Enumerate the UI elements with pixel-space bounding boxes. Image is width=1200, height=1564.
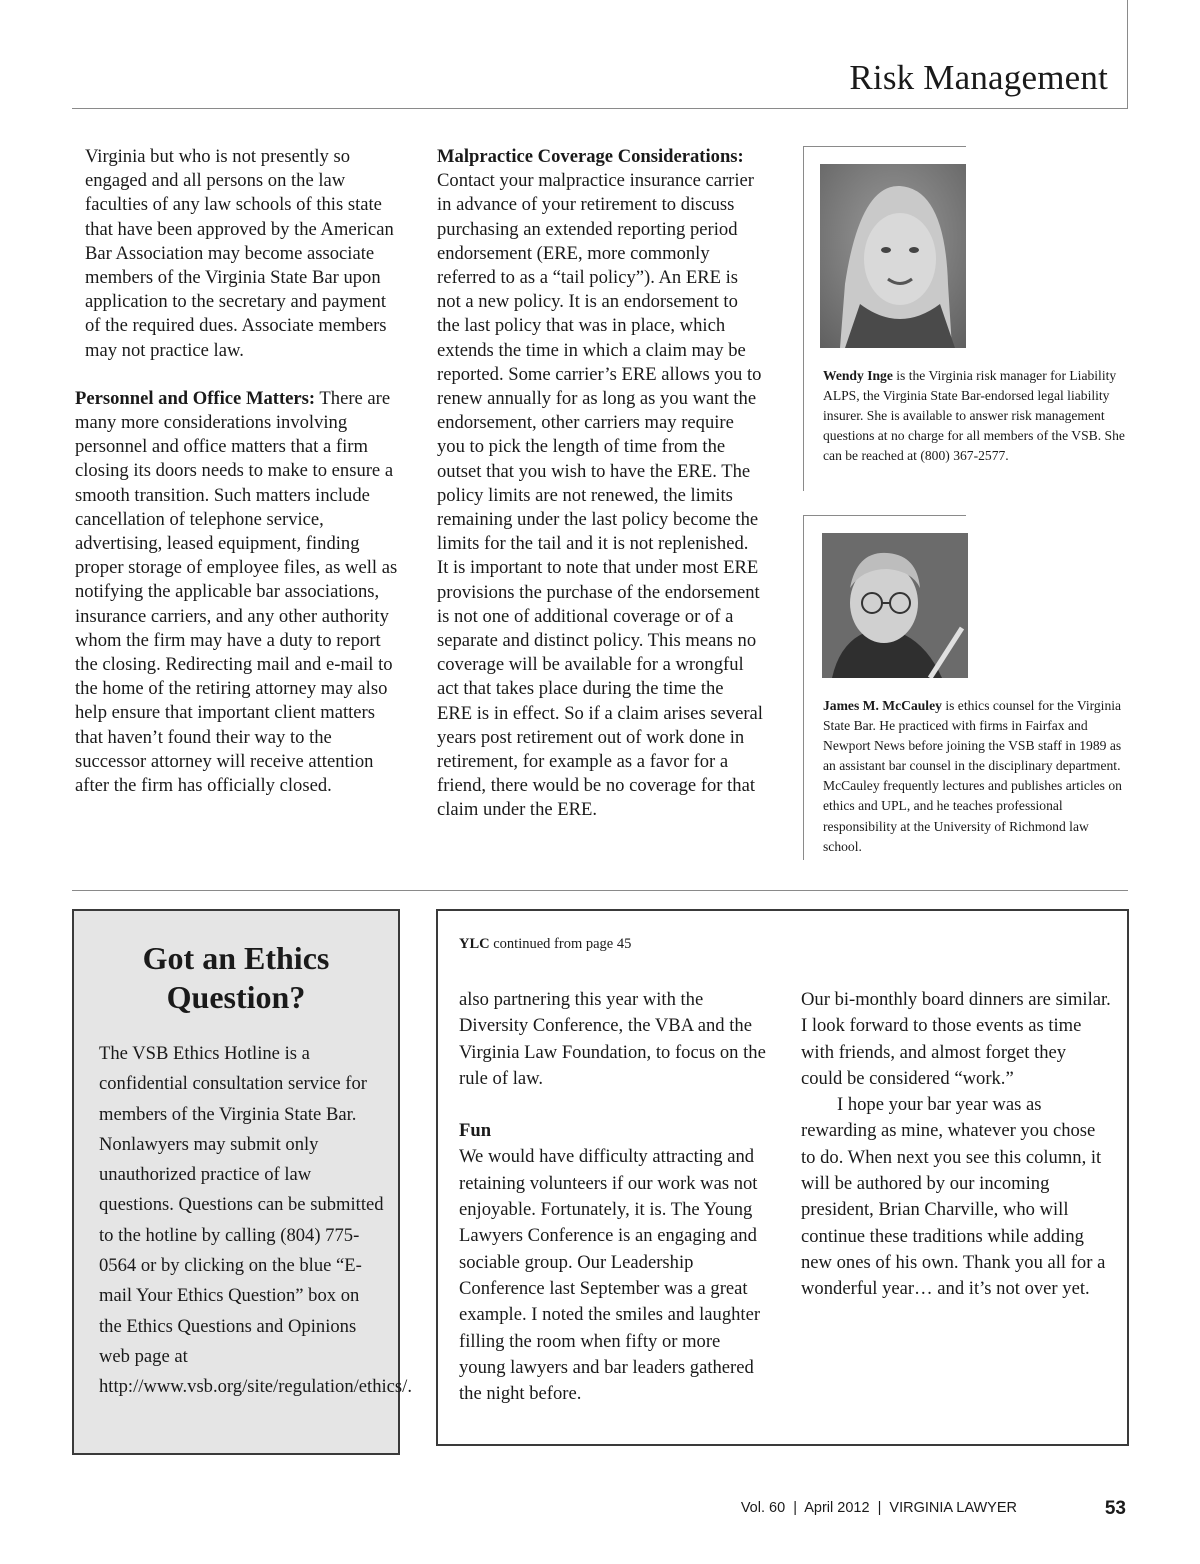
article-column-2 (437, 145, 763, 823)
ethics-title-line-2: Question? (166, 979, 306, 1015)
wendy-inge-bio-text: is the Virginia risk manager for Liability ALPS, the Virginia State Bar-endorsed legal liability insurer. She is available to answer risk management questions at no charge for all members of the VSB. She can be reached at (800) 367-2577. (823, 368, 1125, 464)
ylc-column-1 (459, 987, 769, 1407)
wendy-inge-photo (820, 164, 966, 348)
portrait-woman-image (820, 164, 966, 348)
section-divider-rule (72, 890, 1128, 891)
personnel-text: There are many more considerations involving personnel and office matters that a firm closing its doors needs to make to ensure a smooth transition. Such matters include cancellation of telephone service, advertising, leased equipment, finding proper storage of employee files, as well as notifying the applicable bar associations, insurance carriers, and any other authority whom the firm may have a duty to report the closing. Redirecting mail and e-mail to the home of the retiring attorney may also help ensure that important client matters that haven’t found their way to the successor attorney will receive attention after the firm has officially closed. (75, 387, 398, 797)
wendy-inge-name: Wendy Inge (823, 368, 893, 383)
james-mccauley-bio-text: is ethics counsel for the Virginia State Bar. He practiced with firms in Fairfax and Newport News before joining the VSB staff in 1989 as an assistant bar counsel in the disciplinary department. McCauley frequently lectures and publishes articles on ethics and UPL, and he teaches professional responsibility at the University of Richmond law school. (823, 698, 1122, 854)
section-title: Risk Management (849, 58, 1108, 97)
wendy-inge-bio (823, 366, 1129, 466)
ylc-col1-paragraph-1: also partnering this year with the Diversity Conference, the VBA and the Virginia Law Foundation, to focus on the rule of law. (459, 989, 766, 1089)
james-mccauley-bio (823, 696, 1129, 857)
james-mccauley-photo (822, 533, 968, 678)
bio-1-top-rule (803, 146, 966, 147)
ylc-continued-box (436, 909, 1129, 1446)
malpractice-heading: Malpractice Coverage Considerations: (437, 146, 744, 167)
personnel-paragraph (75, 387, 403, 798)
ylc-continued-label (459, 936, 631, 953)
header-right-rule (1127, 0, 1128, 108)
bio-2-left-rule (803, 515, 804, 860)
ylc-column-2 (801, 987, 1111, 1303)
ylc-continued-text: continued from page 45 (489, 936, 632, 952)
ylc-col2-paragraph-1: Our bi-monthly board dinners are similar. I look forward to those events as time with friends, and almost forget they could be considered “work.” (801, 989, 1111, 1089)
associate-members-paragraph: Virginia but who is not presently so engaged and all persons on the law faculties of any law schools of this state that have been approved by the American Bar Association may become associate members of the Virginia State Bar upon application to the secretary and payment of the required dues. Associate members may not practice law. (85, 146, 394, 361)
footer-issue-info: Vol. 60 | April 2012 | VIRGINIA LAWYER (740, 1500, 1017, 1516)
ethics-hotline-box (72, 909, 412, 1455)
article-column-1 (75, 145, 403, 798)
page-number: 53 (1104, 1498, 1126, 1519)
bio-1-left-rule (803, 146, 804, 491)
header-rule (72, 108, 1128, 109)
bio-2-top-rule (803, 515, 966, 516)
james-mccauley-name: James M. McCauley (823, 698, 942, 713)
ylc-label: YLC (459, 936, 490, 952)
fun-heading: Fun (459, 1120, 492, 1142)
malpractice-paragraph: Contact your malpractice insurance carrier in advance of your retirement to discuss purchasing an extended reporting period endorsement (ERE, more commonly referred to as a “tail policy”). An ERE is not a new policy. It is an endorsement to the last policy that was in place, which extends the time in which a claim may be reported. Some carrier’s ERE allows you to renew annually for as long as you want the endorsement, other carriers may require you to pick the length of time from the outset that you wish to have the ERE. The policy limits are not renewed, the limits remaining under the last policy become the limits for the tail and it is not replenished. It is important to note that under most ERE provisions the purchase of the endorsement is not one of additional coverage or of a separate and distinct policy. This means no coverage will be available for a wrongful act that takes place during the time the ERE is in effect. So if a claim arises several years post retirement out of work done in retirement, for example as a favor for a friend, there would be no coverage for that claim under the ERE. (437, 170, 763, 821)
ylc-col1-paragraph-2: We would have difficulty attracting and retaining volunteers if our work was not enjoyable. Fortunately, it is. The Young Lawyers Conference is an engaging and sociable group. Our Leadership Conference last September was a great example. I noted the smiles and laughter filling the room when fifty or more young lawyers and bar leaders gathered the night before. (459, 1146, 761, 1405)
portrait-man-image (822, 533, 968, 678)
ethics-box-title (74, 939, 398, 1017)
ethics-box-body: The VSB Ethics Hotline is a confidential consultation service for members of the Virginia State Bar. Nonlawyers may submit only unauthorized practice of law questions. Questions can be submitted to the hotline by calling (804) 775-0564 or by clicking on the blue “E-mail Your Ethics Question” box on the Ethics Questions and Opinions web page at http://www.vsb.org/site/regulation/ethics/. (99, 1043, 412, 1398)
ethics-title-line-1: Got an Ethics (142, 940, 330, 976)
personnel-heading: Personnel and Office Matters: (75, 387, 316, 409)
ylc-col2-paragraph-2: I hope your bar year was as rewarding as mine, whatever you chose to do. When next you see this column, it will be authored by our incoming president, Brian Charville, who will continue these traditions while adding new ones of his own. Thank you all for a wonderful year… and it’s not over yet. (801, 1094, 1106, 1300)
